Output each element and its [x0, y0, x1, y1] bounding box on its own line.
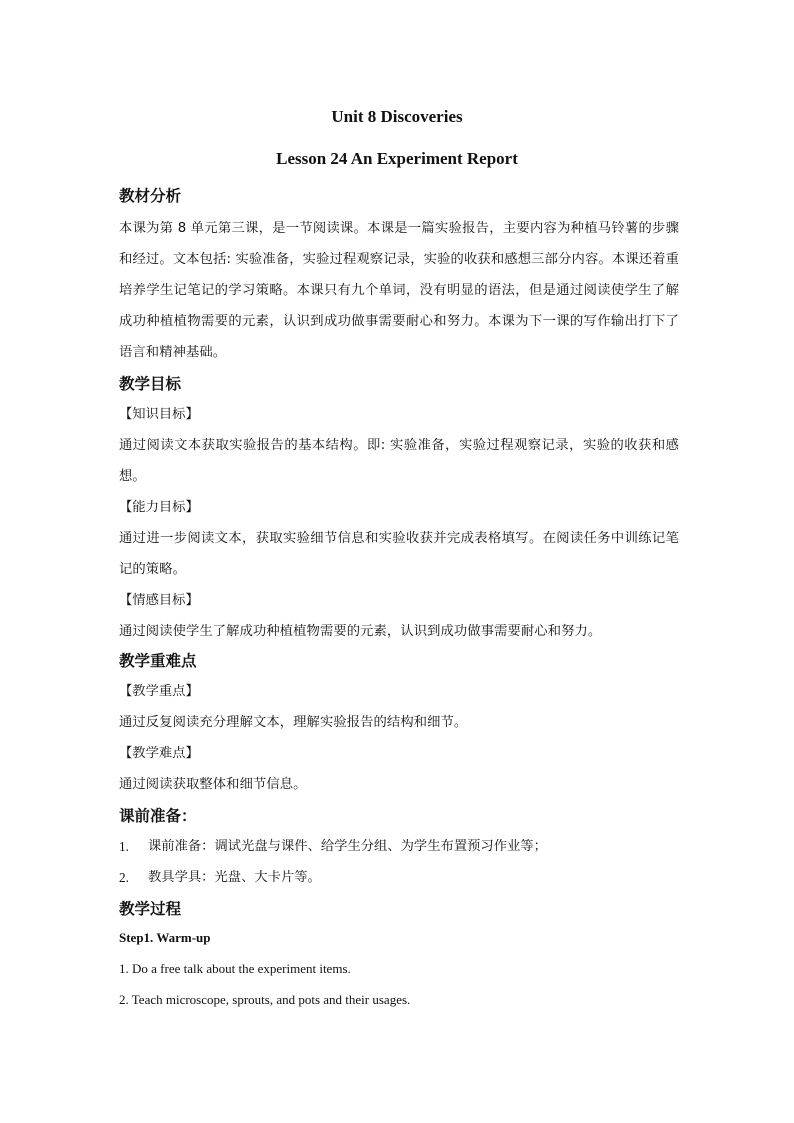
process-heading: 教学过程 [119, 900, 182, 918]
analysis-heading: 教材分析 [119, 187, 182, 205]
list-text: 教具学具：光盘、大卡片等。 [148, 870, 321, 885]
ability-label: 【能力目标】 [119, 500, 199, 515]
process-line-2: 2. Teach microscope, sprouts, and pots and their usages. [119, 992, 411, 1007]
focus-label: 【教学重点】 [119, 684, 199, 699]
ability-text: 通过进一步阅读文本，获取实验细节信息和实验收获并完成表格填写。在阅读任务中训练记笔记的策略。 [119, 531, 679, 577]
list-number: 1. [119, 839, 129, 854]
objectives-heading: 教学目标 [119, 375, 182, 393]
list-text: 课前准备：调试光盘与课件、给学生分组、为学生布置预习作业等； [148, 839, 547, 854]
difficulty-label: 【教学难点】 [119, 746, 199, 761]
emotion-text: 通过阅读使学生了解成功种植植物需要的元素，认识到成功做事需要耐心和努力。 [119, 624, 602, 639]
knowledge-text: 通过阅读文本获取实验报告的基本结构。即: 实验准备，实验过程观察记录，实验的收获和感想。 [119, 438, 679, 484]
lesson-title: Lesson 24 An Experiment Report [276, 149, 518, 168]
knowledge-label: 【知识目标】 [119, 407, 199, 422]
emotion-label: 【情感目标】 [119, 593, 199, 608]
key-points-heading: 教学重难点 [119, 652, 197, 670]
unit-title: Unit 8 Discoveries [331, 107, 463, 126]
list-item [119, 862, 679, 893]
preparation-heading: 课前准备： [119, 807, 197, 825]
difficulty-text: 通过阅读获取整体和细节信息。 [119, 777, 307, 792]
process-line-1: 1. Do a free talk about the experiment items. [119, 961, 351, 976]
step1-heading: Step1. Warm-up [119, 930, 211, 945]
focus-text: 通过反复阅读充分理解文本，理解实验报告的结构和细节。 [119, 715, 468, 730]
document-body [119, 186, 679, 1015]
list-number: 2. [119, 870, 129, 885]
list-item [119, 831, 679, 862]
analysis-paragraph: 本课为第 8 单元第三课，是一节阅读课。本课是一篇实验报告，主要内容为种植马铃薯的步骤和经过。文本包括: 实验准备，实验过程观察记录，实验的收获和感想三部分内容。本课还着重培养学生记笔记的学习策略。本课只有九个单词，没有明显的语法，但是通过阅读使学生了解成功种植植物需要的元素，认识到成功做事需要耐心和努力。本课为下一课的写作输出打下了语言和精神基础。 [119, 221, 679, 360]
